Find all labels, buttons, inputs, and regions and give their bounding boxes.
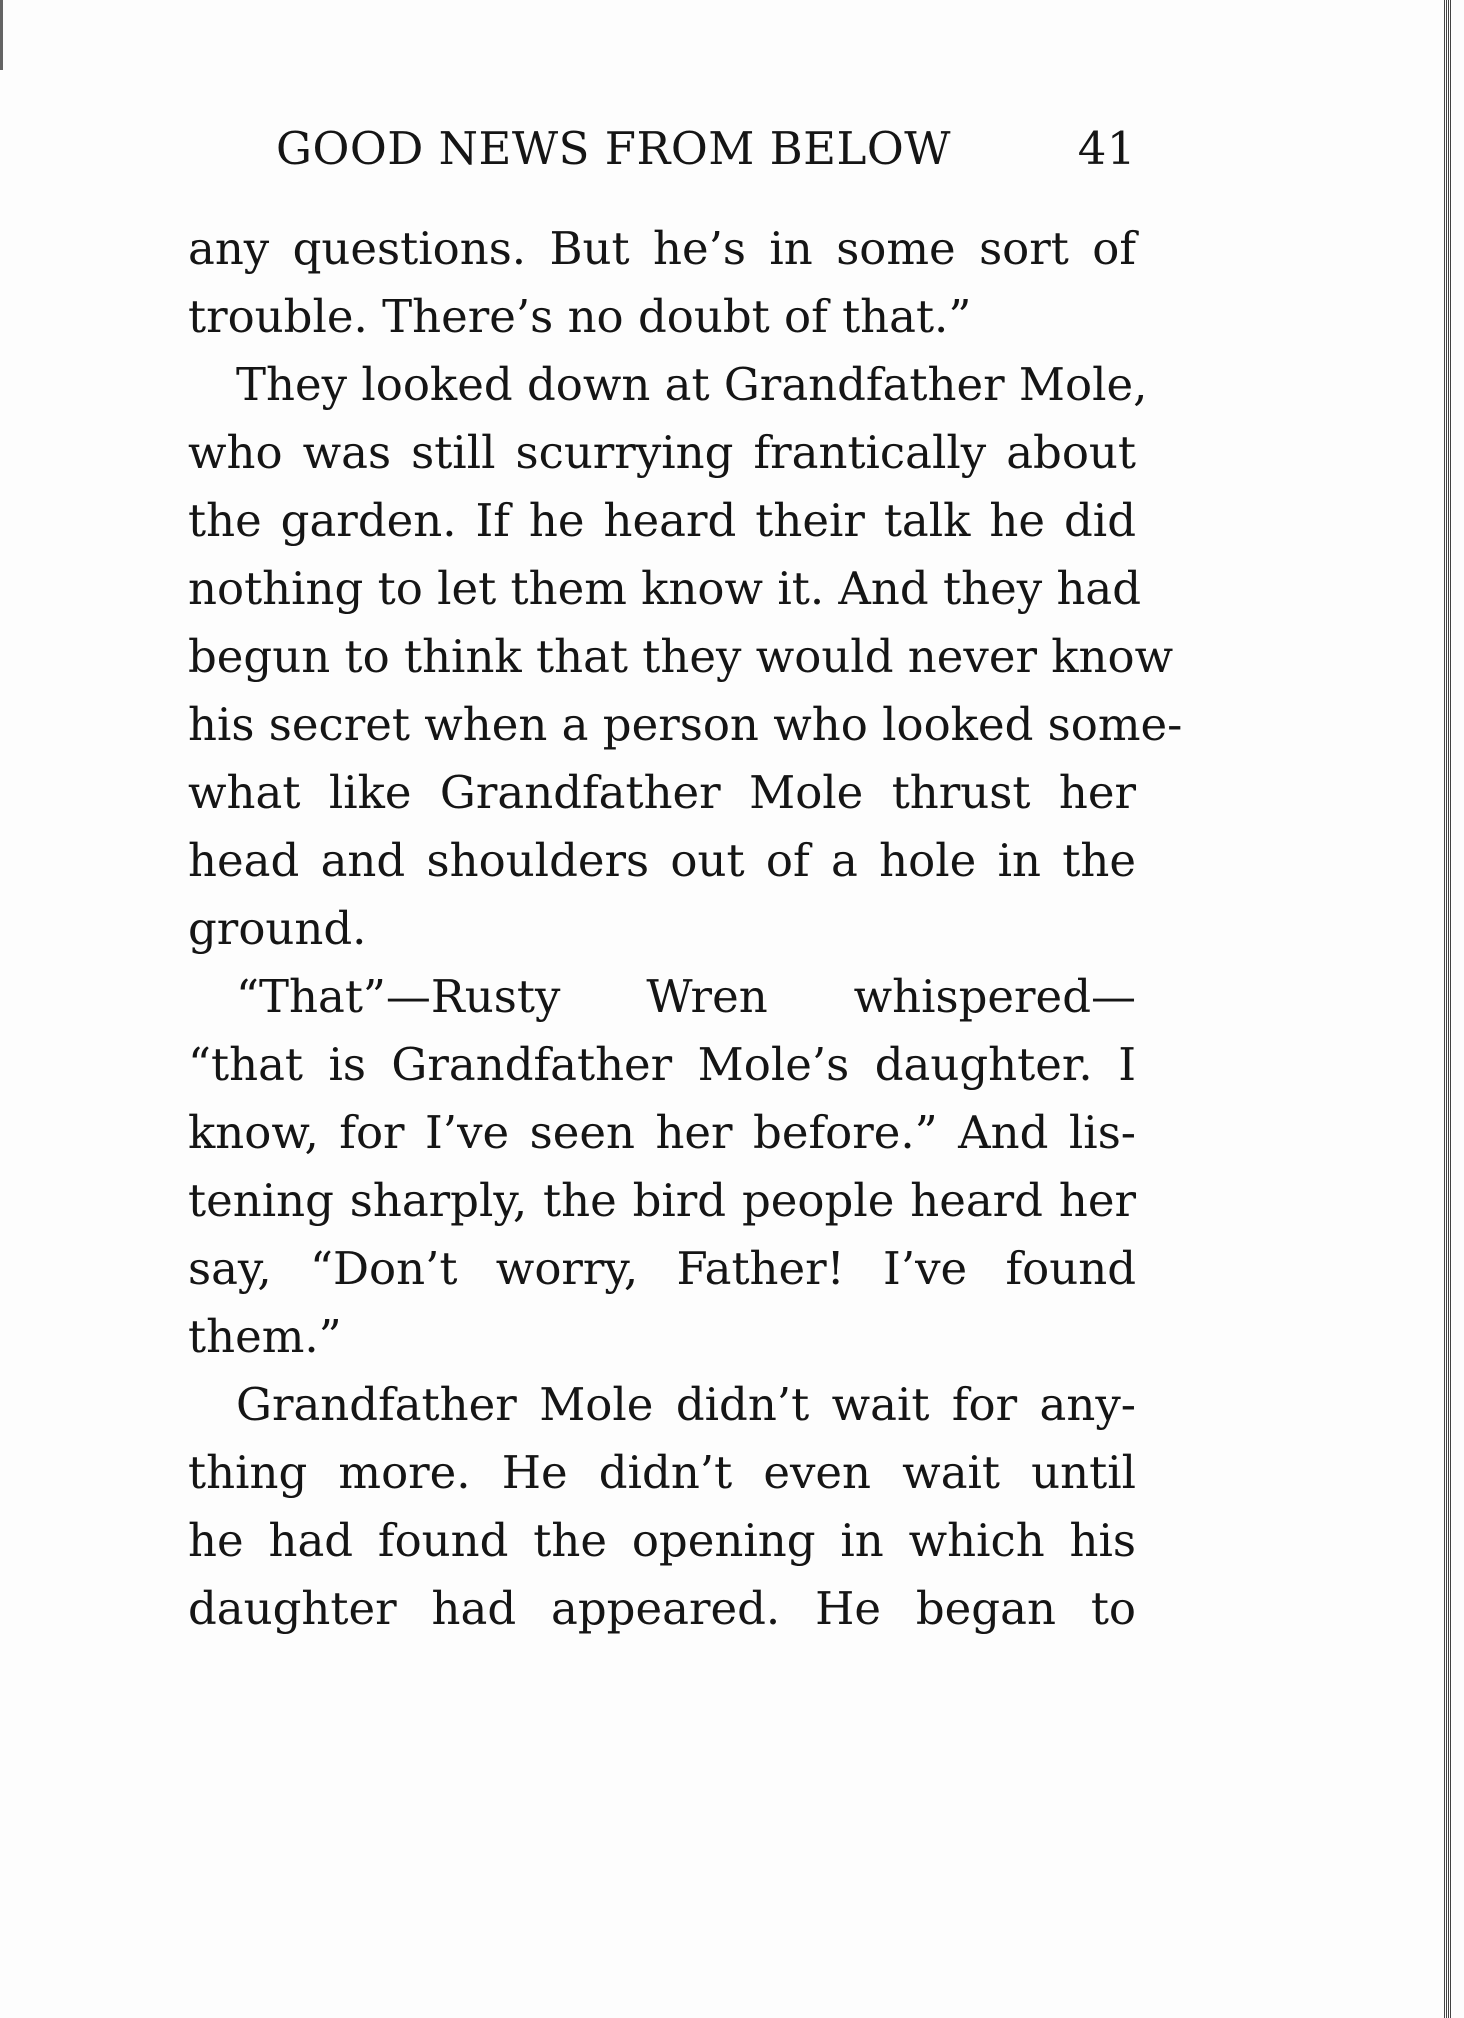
text-line: nothing to let them know it. And they had	[188, 562, 1142, 615]
text-line: what like Grandfather Mole thrust her	[188, 766, 1136, 819]
text-line: he had found the opening in which his	[188, 1514, 1136, 1567]
text-line: ground.	[188, 902, 367, 955]
text-line: his secret when a person who looked some-	[188, 698, 1183, 751]
text-line: trouble. There’s no doubt of that.”	[188, 290, 972, 343]
text-line: any questions. But he’s in some sort of	[188, 222, 1136, 275]
scan-edge-mark	[0, 0, 3, 70]
text-line: the garden. If he heard their talk he did	[188, 494, 1136, 547]
page-edge	[1444, 0, 1452, 2018]
chapter-title: GOOD NEWS FROM BELOW	[276, 121, 952, 175]
text-line: tening sharply, the bird people heard her	[188, 1174, 1136, 1227]
text-line: “that is Grandfather Mole’s daughter. I	[188, 1038, 1136, 1091]
text-line: “That”—Rusty Wren whispered—	[236, 970, 1136, 1023]
text-line: know, for I’ve seen her before.” And lis-	[188, 1106, 1136, 1159]
text-line: head and shoulders out of a hole in the	[188, 834, 1136, 887]
text-line: say, “Don’t worry, Father! I’ve found	[188, 1242, 1136, 1295]
text-line: begun to think that they would never know	[188, 630, 1174, 683]
text-line: who was still scurrying frantically about	[188, 426, 1136, 479]
running-header	[276, 118, 1136, 178]
page-number: 41	[1077, 121, 1136, 175]
text-line: thing more. He didn’t even wait until	[188, 1446, 1136, 1499]
text-line: daughter had appeared. He began to	[188, 1582, 1136, 1635]
text-line: They looked down at Grandfather Mole,	[236, 358, 1148, 411]
text-line: them.”	[188, 1310, 342, 1363]
text-line: Grandfather Mole didn’t wait for any-	[236, 1378, 1136, 1431]
page-text	[188, 215, 1183, 1643]
